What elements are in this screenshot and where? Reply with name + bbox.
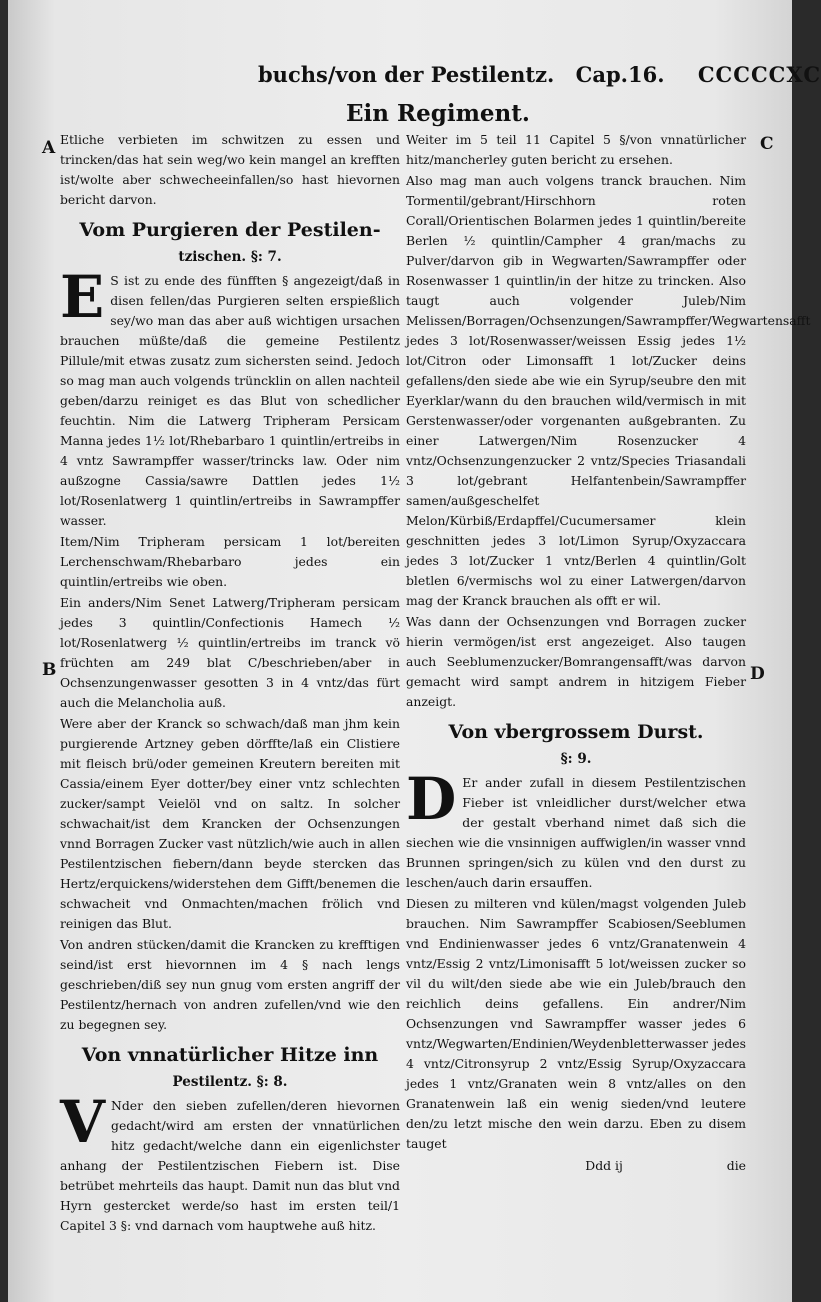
section-7-paragraph-2: Item/Nim Tripheram persicam 1 lot/bereiten Lerchenschwam/Rhebarbaro jedes ein quintlin/ertreibs wie oben. (60, 534, 400, 589)
margin-marker-a: A (42, 138, 56, 158)
section-7-subheading: tzischen. §: 7. (178, 249, 282, 265)
section-8-heading (60, 1043, 400, 1067)
section-8-title: Von vnnatürlicher Hitze inn (81, 1044, 379, 1066)
section-9-text-1: Er ander zufall in diesem Pestilentzischen Fieber ist vnleidlicher durst/welcher etwa der gestalt vberhand nimet daß sich die siechen wie die vnsinnigen auffwiglen/in wasser vnnd Brunnen springen/sich zu külen vnd den durst zu leschen/auch darin ersauffen. (406, 775, 746, 890)
signature-mark: Ddd ij (585, 1158, 623, 1173)
section-9-heading: Von vbergrossem Durst. (448, 721, 704, 743)
right-column (406, 130, 811, 1176)
chapter-number: Cap.16. (575, 62, 665, 87)
section-7-text-1: S ist zu ende des fünfften § angezeigt/daß in disen fellen/das Purgieren selten erspießlich sey/wo man das aber auß wichtigen ursachen brauchen müßte/daß die gemeine Pestilentz Pillule/mit etwas zusatz zum sichersten seind. Jedoch so mag man auch volgends trüncklin on allen nachteil geben/darzu reiniget es das Blut von schedlicher feuchtin. Nim die Latwerg Tripheram Persicam Manna jedes 1½ lot/Rhebarbaro 1 quintlin/ertreibs in 4 vntz Sawrampffer wasser/trincks law. Oder nim außzogne Cassia/sawre Dattlen jedes 1½ lot/Rosenlatwerg 1 quintlin/ertreibs in Sawrampffer wasser. (60, 273, 400, 528)
section-9-paragraph-2: Diesen zu milteren vnd külen/magst volgenden Juleb brauchen. Nim Sawrampffer Scabiosen/Seeblumen vnd Endinienwasser jedes 6 vntz/Granatenwein 4 vntz/Essig 2 vntz/Limonisafft 5 lot/weissen zucker so vil du wilt/den siede abe wie ein Juleb/brauch den reichlich deins gefallens. Ein andrer/Nim Ochsenzungen vnd Sawrampffer wasser jedes 6 vntz/Wegwarten/Endinien/Weydenbletterwasser jedes 4 vntz/Citronsyrup 2 vntz/Essig Syrup/Oxyzaccara jedes 1 vntz/Granaten wein 8 vntz/alles on den Granatenwein laß ein wenig sieden/vnd leutere den/zu letzt mische den wein darzu. Eben zu disem tauget (406, 896, 746, 1151)
page-footer (406, 1156, 746, 1176)
book-page (8, 0, 821, 1302)
section-7-paragraph-4: Were aber der Kranck so schwach/daß man jhm kein purgierende Artzney geben dörffte/laß ein Clistiere mit fleisch brü/oder gemeinen Kreutern bereiten mit Cassia/einem Eyer dotter/bey einer vntz schlechten zucker/sampt Veielöl vnd on saltz. In solcher schwachait/ist dem Krancken der Ochsenzungen vnnd Borragen Zucker vast nützlich/wie auch in allen Pestilentzischen fiebern/dann beyde stercken das Hertz/erquickens/widerstehen dem Gifft/benemen die schwacheit vnd Onmachten/machen frölich vnd reinigen das Blut. (60, 716, 400, 931)
section-7-title: Vom Purgieren der Pestilen- (79, 219, 381, 241)
margin-marker-c: C (760, 134, 774, 154)
catchword: die (726, 1158, 746, 1173)
margin-marker-b: B (42, 660, 57, 680)
section-8-text-1: Nder den sieben zufellen/deren hievornen gedacht/wird am ersten der vnnatürlichen hitz gedacht/welche dann ein eigenlichster anhang der Pestilentzischen Fiebern ist. Dise betrübet mehrteils das haupt. Damit nun das blut vnd Hyrn gestercket werde/so hast im ersten teil/1 Capitel 3 §: vnd darnach vom hauptwehe auß hitz. (60, 1098, 400, 1233)
running-head (258, 62, 821, 87)
intro-paragraph: Etliche verbieten im schwitzen zu essen und trincken/das hat sein weg/wo kein mangel an krefften ist/wolte aber schwecheeinfallen/so hast hievornen bericht darvon. (60, 132, 400, 207)
section-8-subheading: Pestilentz. §: 8. (172, 1074, 288, 1090)
section-8-paragraph-1 (60, 1088, 400, 1236)
drop-cap-d: D (406, 765, 457, 833)
section-7-paragraph-1 (60, 263, 400, 531)
right-paragraph-3: Was dann der Ochsenzungen vnd Borragen zucker hierin vermögen/ist erst angezeiget. Also taugen auch Seeblumenzucker/Bomrangensafft/was darvon gemacht wird sampt andrem in hitzigem Fieber anzeigt. (406, 614, 746, 709)
section-7-paragraph-3: Ein anders/Nim Senet Latwerg/Tripheram persicam jedes 3 quintlin/Confectionis Hamech ½ lot/Rosenlatwerg ½ quintlin/ertreibs im tranck vö früchten am 249 blat C/beschrieben/aber in Ochsenzungenwasser gesotten 3 in 4 vntz/das fürt auch die Melancholia auß. (60, 595, 400, 710)
drop-cap-v: V (60, 1088, 106, 1156)
drop-cap-e: E (60, 263, 105, 331)
margin-marker-d: D (750, 664, 765, 684)
section-7-paragraph-5: Von andren stücken/damit die Krancken zu krefftigen seind/ist erst hievornnen im 4 § nach lengs geschrieben/diß sey nun gnug vom ersten angriff der Pestilentz/hernach von andren zufellen/vnd wie den zu begegnen sey. (60, 937, 400, 1032)
right-paragraph-2: Also mag man auch volgens tranck brauchen. Nim Tormentil/gebrant/Hirschhorn roten Corall/Orientischen Bolarmen jedes 1 quintlin/bereite Berlen ½ quintlin/Campher 4 gran/machs zu Pulver/darvon gib in Wegwarten/Sawrampffer oder Rosenwasser 1 quintlin/in der hitze zu trincken. Also taugt auch volgender Juleb/Nim Melissen/Borragen/Ochsenzungen/Sawrampffer/Wegwartensafft jedes 3 lot/Rosenwasser/weissen Essig jedes 1½ lot/Citron oder Limonsafft 1 lot/Zucker deins gefallens/den siede abe wie ein Syrup/seubre den mit Eyerklar/wann du den brauchen wild/vermisch in mit Gerstenwasser/oder vorgenanten außgebranten. Zu einer Latwergen/Nim Rosenzucker 4 vntz/Ochsenzungenzucker 2 vntz/Species Triasandali 3 lot/gebrant Helfantenbein/Sawrampffer samen/außgeschelfet Melon/Kürbiß/Erdapffel/Cucumersamer klein geschnitten jedes 3 lot/Limon Syrup/Oxyzaccara jedes 3 lot/Zucker 1 vntz/Berlen 4 quintlin/Golt bletlen 6/vermischs wol zu einer Latwergen/darvon mag der Kranck brauchen als offt er wil. (406, 173, 811, 608)
section-9-subheading: §: 9. (560, 751, 592, 767)
running-title: buchs/von der Pestilentz. (258, 62, 555, 87)
page-subtitle: Ein Regiment. (346, 100, 530, 127)
section-7-heading (60, 218, 400, 242)
folio-number: CCCCCXC (697, 62, 821, 87)
section-9-paragraph-1 (406, 765, 746, 893)
right-paragraph-1: Weiter im 5 teil 11 Capitel 5 §/von vnnatürlicher hitz/mancherley guten bericht zu ersehen. (406, 132, 746, 167)
left-column (60, 130, 400, 1237)
